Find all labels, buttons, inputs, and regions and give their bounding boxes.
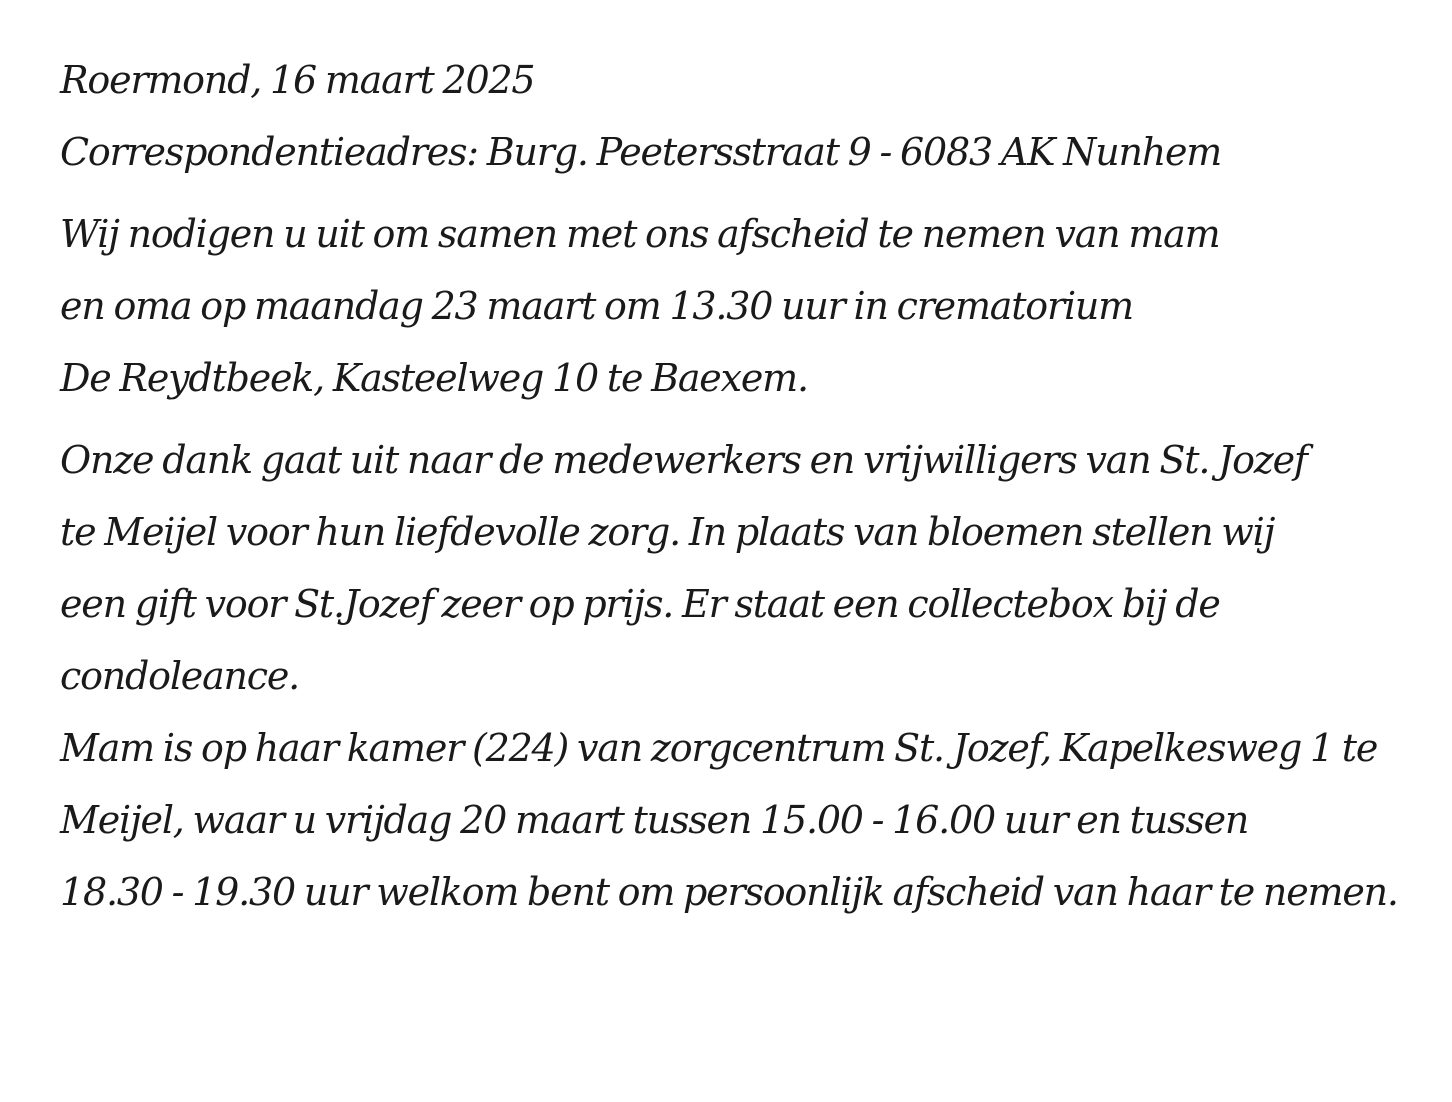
funeral-announcement-text [60,44,1430,928]
paragraph-line: een gift voor St.Jozef zeer op prijs. Er staat een collectebox bij de [60,582,1220,626]
paragraph-line: De Reydtbeek, Kasteelweg 10 te Baexem. [60,356,808,400]
place-date: Roermond, 16 maart 2025 [60,58,535,102]
invitation-paragraph [60,198,1430,414]
header-block [60,44,1430,188]
correspondence-address: Correspondentieadres: Burg. Peetersstraat 9 - 6083 AK Nunhem [60,130,1222,174]
paragraph-line: Mam is op haar kamer (224) van zorgcentrum St. Jozef, Kapelkesweg 1 te [60,726,1378,770]
paragraph-line: Meijel, waar u vrijdag 20 maart tussen 15.00 - 16.00 uur en tussen [60,798,1249,842]
paragraph-line: condoleance. [60,654,300,698]
paragraph-line: Wij nodigen u uit om samen met ons afscheid te nemen van mam [60,212,1220,256]
thanks-paragraph [60,424,1430,712]
paragraph-line: 18.30 - 19.30 uur welkom bent om persoonlijk afscheid van haar te nemen. [60,870,1398,914]
paragraph-line: te Meijel voor hun liefdevolle zorg. In plaats van bloemen stellen wij [60,510,1275,554]
paragraph-line: Onze dank gaat uit naar de medewerkers en vrijwilligers van St. Jozef [60,438,1307,482]
paragraph-line: en oma op maandag 23 maart om 13.30 uur in crematorium [60,284,1134,328]
visitation-paragraph [60,712,1430,928]
